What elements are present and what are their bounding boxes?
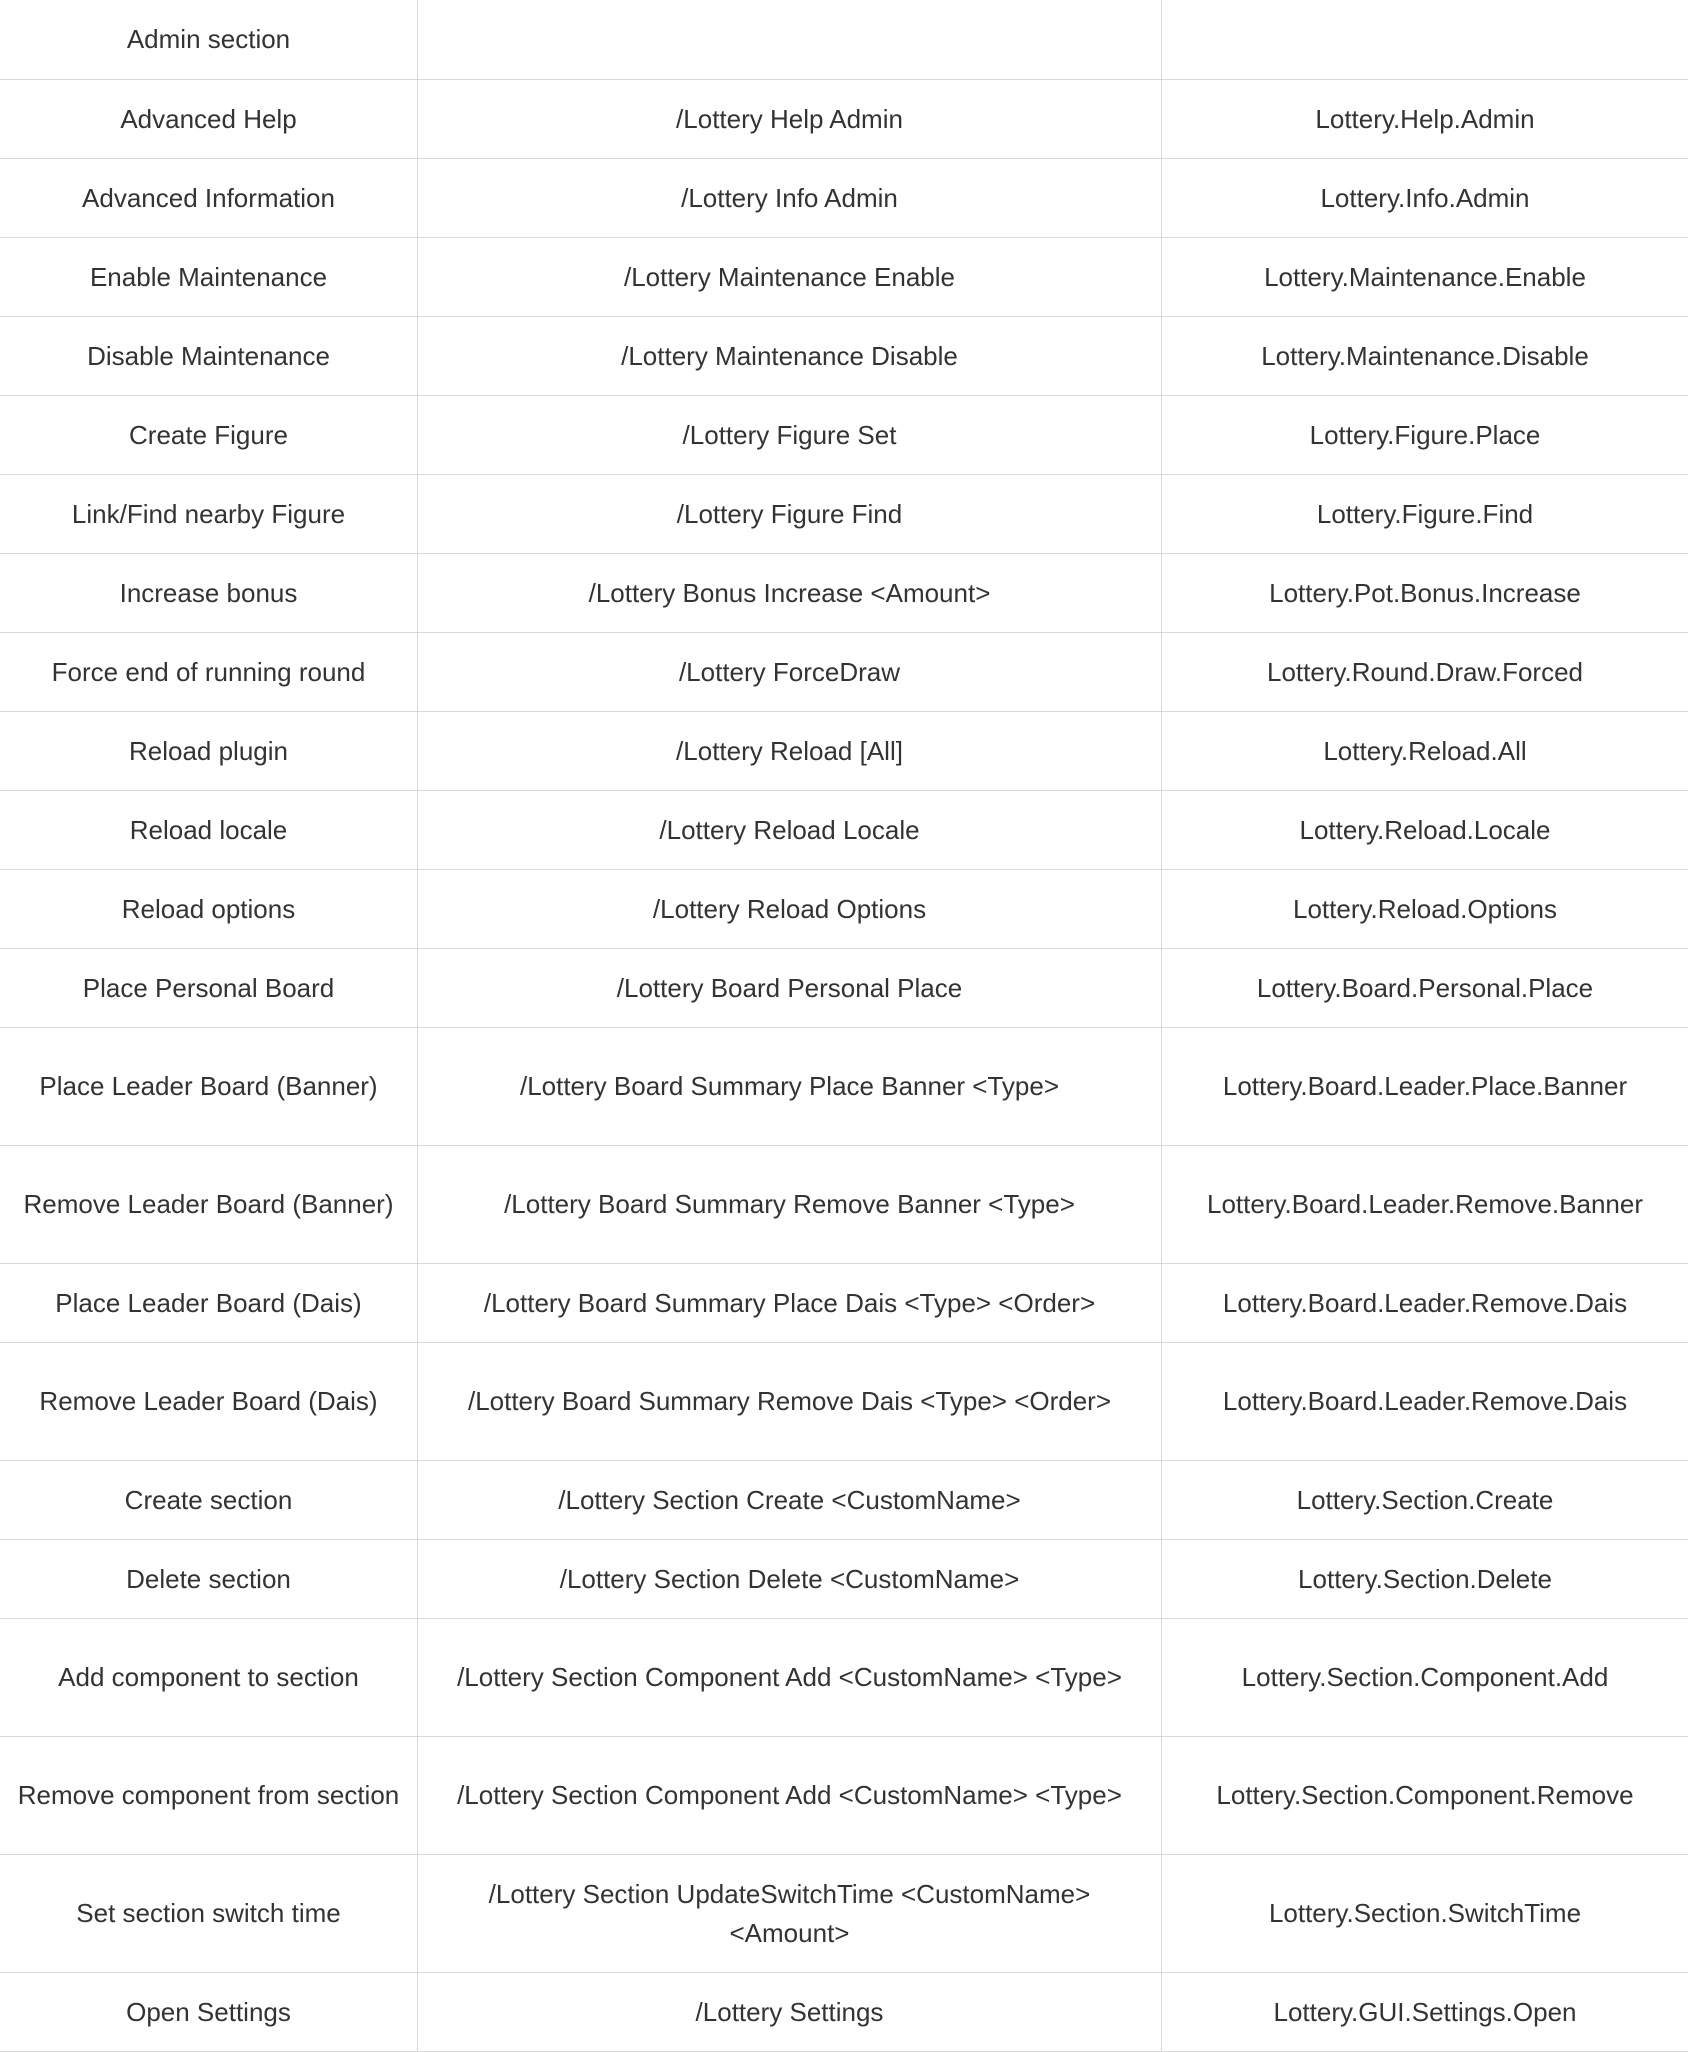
row-name: Disable Maintenance [0, 317, 418, 396]
row-name: Force end of running round [0, 633, 418, 712]
table-row [0, 1540, 1688, 1619]
row-command: /Lottery Maintenance Disable [418, 317, 1162, 396]
row-name: Add component to section [0, 1619, 418, 1737]
row-permission: Lottery.Section.SwitchTime [1162, 1855, 1688, 1973]
row-permission: Lottery.Maintenance.Enable [1162, 238, 1688, 317]
table-row [0, 1146, 1688, 1264]
row-permission: Lottery.Section.Component.Remove [1162, 1737, 1688, 1855]
row-command: /Lottery Section UpdateSwitchTime <CustomName> <Amount> [418, 1855, 1162, 1973]
row-command: /Lottery Bonus Increase <Amount> [418, 554, 1162, 633]
table-row [0, 396, 1688, 475]
table-row [0, 870, 1688, 949]
row-command: /Lottery Reload [All] [418, 712, 1162, 791]
table-row [0, 791, 1688, 870]
table-row [0, 633, 1688, 712]
row-name: Place Personal Board [0, 949, 418, 1028]
row-command: /Lottery Section Delete <CustomName> [418, 1540, 1162, 1619]
row-command: /Lottery Reload Options [418, 870, 1162, 949]
table-row [0, 554, 1688, 633]
row-command: /Lottery Board Summary Place Banner <Type> [418, 1028, 1162, 1146]
row-name: Place Leader Board (Dais) [0, 1264, 418, 1343]
row-command: /Lottery Section Component Add <CustomName> <Type> [418, 1619, 1162, 1737]
row-name: Reload locale [0, 791, 418, 870]
row-permission: Lottery.Board.Personal.Place [1162, 949, 1688, 1028]
table-row [0, 238, 1688, 317]
row-name: Create Figure [0, 396, 418, 475]
row-permission: Lottery.Reload.Options [1162, 870, 1688, 949]
row-command: /Lottery Section Component Add <CustomName> <Type> [418, 1737, 1162, 1855]
row-permission [1162, 0, 1688, 80]
table-row [0, 949, 1688, 1028]
row-name: Set section switch time [0, 1855, 418, 1973]
table-row [0, 317, 1688, 396]
row-name: Create section [0, 1461, 418, 1540]
row-name: Remove Leader Board (Dais) [0, 1343, 418, 1461]
table-row [0, 1343, 1688, 1461]
row-command [418, 0, 1162, 80]
table-row [0, 0, 1688, 80]
row-name: Place Leader Board (Banner) [0, 1028, 418, 1146]
table-row [0, 712, 1688, 791]
row-command: /Lottery Info Admin [418, 159, 1162, 238]
row-command: /Lottery Maintenance Enable [418, 238, 1162, 317]
row-command: /Lottery ForceDraw [418, 633, 1162, 712]
row-name: Admin section [0, 0, 418, 80]
row-command: /Lottery Board Summary Place Dais <Type> <Order> [418, 1264, 1162, 1343]
row-name: Reload options [0, 870, 418, 949]
row-permission: Lottery.Section.Delete [1162, 1540, 1688, 1619]
row-command: /Lottery Section Create <CustomName> [418, 1461, 1162, 1540]
row-permission: Lottery.Figure.Find [1162, 475, 1688, 554]
table-row [0, 159, 1688, 238]
table-row [0, 1619, 1688, 1737]
row-command: /Lottery Settings [418, 1973, 1162, 2052]
row-name: Open Settings [0, 1973, 418, 2052]
row-permission: Lottery.Help.Admin [1162, 80, 1688, 159]
row-command: /Lottery Board Summary Remove Dais <Type> <Order> [418, 1343, 1162, 1461]
table-row [0, 1973, 1688, 2052]
row-name: Advanced Help [0, 80, 418, 159]
row-command: /Lottery Help Admin [418, 80, 1162, 159]
row-permission: Lottery.Section.Create [1162, 1461, 1688, 1540]
row-permission: Lottery.GUI.Settings.Open [1162, 1973, 1688, 2052]
row-permission: Lottery.Figure.Place [1162, 396, 1688, 475]
table-row [0, 1028, 1688, 1146]
row-name: Increase bonus [0, 554, 418, 633]
row-permission: Lottery.Section.Component.Add [1162, 1619, 1688, 1737]
row-name: Enable Maintenance [0, 238, 418, 317]
table-row [0, 1264, 1688, 1343]
row-permission: Lottery.Round.Draw.Forced [1162, 633, 1688, 712]
row-permission: Lottery.Reload.Locale [1162, 791, 1688, 870]
row-name: Remove Leader Board (Banner) [0, 1146, 418, 1264]
row-command: /Lottery Figure Set [418, 396, 1162, 475]
row-permission: Lottery.Board.Leader.Remove.Banner [1162, 1146, 1688, 1264]
row-permission: Lottery.Maintenance.Disable [1162, 317, 1688, 396]
row-command: /Lottery Figure Find [418, 475, 1162, 554]
row-name: Remove component from section [0, 1737, 418, 1855]
row-permission: Lottery.Board.Leader.Remove.Dais [1162, 1264, 1688, 1343]
row-command: /Lottery Board Personal Place [418, 949, 1162, 1028]
row-name: Delete section [0, 1540, 418, 1619]
table-row [0, 1737, 1688, 1855]
row-name: Reload plugin [0, 712, 418, 791]
row-permission: Lottery.Board.Leader.Remove.Dais [1162, 1343, 1688, 1461]
row-permission: Lottery.Pot.Bonus.Increase [1162, 554, 1688, 633]
row-permission: Lottery.Info.Admin [1162, 159, 1688, 238]
row-name: Link/Find nearby Figure [0, 475, 418, 554]
table-row [0, 1461, 1688, 1540]
table-row [0, 475, 1688, 554]
row-permission: Lottery.Reload.All [1162, 712, 1688, 791]
row-name: Advanced Information [0, 159, 418, 238]
table-row [0, 80, 1688, 159]
row-command: /Lottery Reload Locale [418, 791, 1162, 870]
row-command: /Lottery Board Summary Remove Banner <Type> [418, 1146, 1162, 1264]
table-row [0, 1855, 1688, 1973]
row-permission: Lottery.Board.Leader.Place.Banner [1162, 1028, 1688, 1146]
